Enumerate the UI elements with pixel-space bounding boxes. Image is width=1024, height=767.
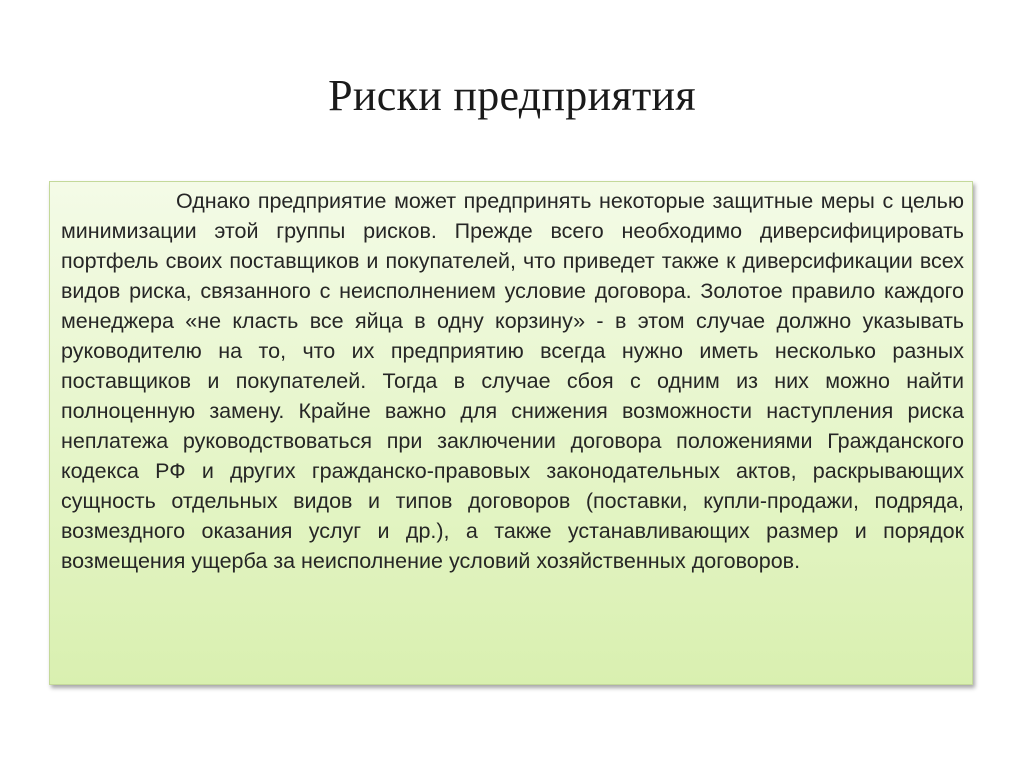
content-text-box xyxy=(49,181,973,685)
slide-title: Риски предприятия xyxy=(328,71,696,120)
body-paragraph: Однако предприятие может предпринять некоторые защитные меры с целью минимизации этой группы рисков. Прежде всего необходимо диверсифицировать портфель своих поставщиков и покупателей, что приведет также к диверсификации всех видов риска, связанного с неисполнением условие договора. Золотое правило каждого менеджера «не класть все яйца в одну корзину» - в этом случае должно указывать руководителю на то, что их предприятию всегда нужно иметь несколько разных поставщиков и покупателей. Тогда в случае сбоя с одним из них можно найти полноценную замену. Крайне важно для снижения возможности наступления риска неплатежа руководствоваться при заключении договора положениями Гражданского кодекса РФ и других гражданско-правовых законодательных актов, раскрывающих сущность отдельных видов и типов договоров (поставки, купли-продажи, подряда, возмездного оказания услуг и др.), а также устанавливающих размер и порядок возмещения ущерба за неисполнение условий хозяйственных договоров. xyxy=(61,189,964,573)
